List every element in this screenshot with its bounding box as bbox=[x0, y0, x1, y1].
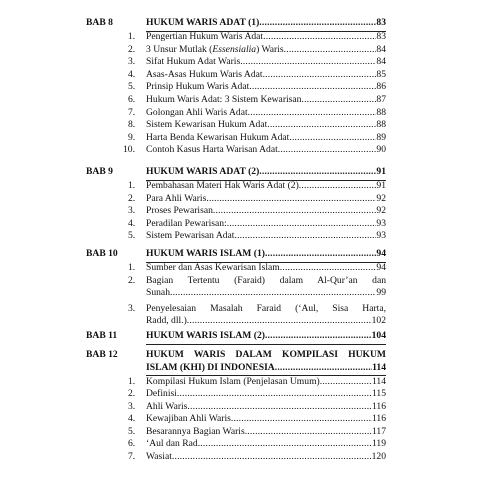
chapter-title: HUKUM WARIS ISLAM (2) bbox=[146, 330, 265, 341]
item-line-1 bbox=[146, 303, 386, 316]
item-page: 84 bbox=[376, 43, 386, 55]
list-item[interactable] bbox=[128, 303, 386, 328]
item-page: 85 bbox=[376, 68, 386, 80]
dot-leader bbox=[265, 330, 372, 343]
dot-leader bbox=[280, 262, 377, 275]
dot-leader bbox=[198, 438, 372, 451]
item-text: Bagian Tertentu (Faraid) dalam Al-Qur’an dan bbox=[146, 274, 386, 286]
item-text: Harta Benda Kewarisan Hukum Adat bbox=[146, 131, 290, 143]
dot-leader bbox=[172, 451, 372, 464]
chapter-title: HUKUM WARIS ADAT (2) bbox=[146, 166, 260, 177]
item-text: Peradilan Pewarisan: bbox=[146, 217, 227, 229]
chapter-page: 91 bbox=[376, 166, 386, 177]
chapter-title: ISLAM (KHI) DI INDONESIA bbox=[146, 361, 275, 373]
item-line-1 bbox=[146, 275, 386, 288]
chapter-underline bbox=[146, 344, 386, 345]
chapter-items bbox=[128, 376, 386, 464]
chapter-bab-9 bbox=[86, 166, 386, 242]
dot-leader bbox=[231, 413, 372, 426]
dot-leader bbox=[206, 193, 376, 206]
chapter-page: 83 bbox=[376, 17, 386, 28]
chapter-title-row[interactable] bbox=[146, 17, 386, 30]
item-text bbox=[146, 44, 284, 57]
item-text: ‘Aul dan Rad bbox=[146, 438, 198, 450]
item-page: 119 bbox=[371, 438, 386, 450]
dot-leader bbox=[320, 376, 372, 389]
dot-leader bbox=[245, 426, 372, 439]
item-page: 94 bbox=[376, 262, 386, 273]
item-number: 4. bbox=[128, 217, 136, 229]
dot-leader bbox=[284, 44, 377, 57]
chapter-bab-10 bbox=[86, 248, 386, 327]
item-page: 89 bbox=[376, 131, 386, 143]
chapter-items bbox=[128, 262, 386, 328]
item-text: Golongan Ahli Waris Adat bbox=[146, 106, 248, 118]
list-item[interactable] bbox=[128, 262, 386, 275]
chapter-title-line-1[interactable] bbox=[146, 349, 386, 362]
item-page: 99 bbox=[376, 287, 386, 299]
item-number: 7. bbox=[128, 106, 136, 118]
item-number: 4. bbox=[128, 68, 136, 80]
chapter-items bbox=[128, 180, 386, 243]
item-page: 115 bbox=[371, 388, 386, 400]
item-text: Penyelesaian Masalah Faraid (‘Aul, Sisa Harta, bbox=[146, 302, 386, 314]
dot-leader bbox=[227, 218, 377, 231]
dot-leader bbox=[187, 315, 372, 328]
item-text: Sistem Pewarisan Adat bbox=[146, 230, 235, 242]
list-item[interactable] bbox=[128, 388, 386, 401]
item-number: 2. bbox=[128, 43, 136, 55]
item-number: 1. bbox=[128, 375, 136, 387]
chapter-bab-12 bbox=[86, 349, 386, 463]
item-text: Asas-Asas Hukum Waris Adat bbox=[146, 68, 263, 80]
chapter-page: 114 bbox=[372, 361, 386, 373]
item-page: 116 bbox=[371, 413, 386, 425]
dot-leader bbox=[187, 401, 372, 414]
list-item[interactable] bbox=[128, 107, 386, 120]
item-page: 83 bbox=[376, 31, 386, 42]
chapter-title: HUKUM WARIS ADAT (1) bbox=[146, 17, 260, 28]
item-page: 87 bbox=[376, 93, 386, 105]
chapter-number: BAB 11 bbox=[86, 330, 118, 341]
item-number: 3. bbox=[128, 205, 136, 217]
list-item[interactable] bbox=[128, 132, 386, 145]
list-item[interactable] bbox=[128, 180, 386, 193]
item-number: 6. bbox=[128, 93, 136, 105]
item-page: 92 bbox=[376, 192, 386, 204]
item-number: 3. bbox=[128, 302, 136, 314]
chapter-bab-11 bbox=[86, 330, 386, 343]
item-text: Hukum Waris Adat: 3 Sistem Kewarisan bbox=[146, 93, 302, 105]
list-item[interactable] bbox=[128, 218, 386, 231]
dot-leader bbox=[234, 230, 376, 243]
item-number: 1. bbox=[128, 262, 136, 273]
dot-leader bbox=[259, 17, 376, 30]
dot-leader bbox=[170, 287, 376, 300]
item-number: 1. bbox=[128, 180, 136, 191]
list-item[interactable] bbox=[128, 275, 386, 300]
list-item[interactable] bbox=[128, 230, 386, 243]
item-page: 102 bbox=[371, 315, 386, 327]
item-text-part: ) Waris bbox=[256, 43, 284, 55]
item-text: Sumber dan Asas Kewarisan Islam bbox=[146, 262, 280, 273]
chapter-title: HUKUM WARIS ISLAM (1) bbox=[146, 248, 265, 259]
list-item[interactable] bbox=[128, 119, 386, 132]
dot-leader bbox=[249, 81, 376, 94]
chapter-number: BAB 12 bbox=[86, 349, 118, 360]
item-line-2 bbox=[146, 315, 386, 328]
dot-leader bbox=[263, 31, 376, 44]
dot-leader bbox=[240, 56, 376, 69]
dot-leader bbox=[267, 119, 376, 132]
item-page: 86 bbox=[376, 81, 386, 93]
list-item[interactable] bbox=[128, 69, 386, 82]
item-number: 5. bbox=[128, 425, 136, 437]
item-number: 7. bbox=[128, 451, 136, 463]
item-text-italic: Essensialia bbox=[212, 43, 257, 55]
dot-leader bbox=[278, 144, 377, 157]
item-text: Radd, dll.) bbox=[146, 315, 187, 327]
chapter-bab-8 bbox=[86, 17, 386, 156]
chapter-page: 94 bbox=[376, 248, 386, 259]
item-number: 2. bbox=[128, 274, 136, 286]
list-item[interactable] bbox=[128, 193, 386, 206]
item-number: 3. bbox=[128, 56, 136, 68]
chapter-page: 104 bbox=[371, 330, 386, 341]
chapter-title-row[interactable] bbox=[146, 248, 386, 261]
item-text: Pengertian Hukum Waris Adat bbox=[146, 31, 264, 42]
chapter-items bbox=[123, 31, 386, 157]
dot-leader bbox=[299, 180, 377, 193]
dot-leader bbox=[259, 166, 376, 179]
item-text: Besarannya Bagian Waris bbox=[146, 425, 245, 437]
item-page: 84 bbox=[376, 56, 386, 68]
list-item[interactable] bbox=[128, 31, 386, 44]
item-text: Para Ahli Waris bbox=[146, 192, 207, 204]
item-page: 92 bbox=[376, 205, 386, 217]
item-text: Sunah bbox=[146, 287, 170, 299]
item-number: 3. bbox=[128, 400, 136, 412]
item-text: Contoh Kasus Harta Warisan Adat bbox=[146, 144, 278, 156]
item-number: 9. bbox=[128, 131, 136, 143]
item-number: 10. bbox=[123, 144, 135, 156]
item-page: 88 bbox=[376, 106, 386, 118]
item-page: 93 bbox=[376, 217, 386, 229]
item-text: Proses Pewarisan bbox=[146, 205, 213, 217]
item-number: 4. bbox=[128, 413, 136, 425]
list-item[interactable] bbox=[128, 426, 386, 439]
item-text: Ahli Waris bbox=[146, 400, 188, 412]
item-text: Pembahasan Materi Hak Waris Adat (2) bbox=[146, 180, 299, 191]
item-number: 8. bbox=[128, 119, 136, 131]
item-page: 90 bbox=[376, 144, 386, 156]
item-text: Definisi bbox=[146, 388, 177, 400]
list-item[interactable] bbox=[128, 44, 386, 57]
item-page: 116 bbox=[371, 400, 386, 412]
dot-leader bbox=[263, 69, 377, 82]
list-item[interactable] bbox=[123, 144, 386, 157]
dot-leader bbox=[265, 248, 376, 261]
chapter-title: HUKUM WARIS DALAM KOMPILASI HUKUM bbox=[146, 349, 386, 360]
dot-leader bbox=[213, 205, 377, 218]
item-page: 93 bbox=[376, 230, 386, 242]
item-text-part: 3 Unsur Mutlak ( bbox=[146, 43, 213, 55]
item-page: 120 bbox=[371, 451, 386, 463]
chapter-title-row[interactable] bbox=[146, 330, 386, 343]
item-number: 2. bbox=[128, 192, 136, 204]
list-item[interactable] bbox=[128, 56, 386, 69]
item-text: Wasiat bbox=[146, 451, 172, 463]
item-text: Sifat Hukum Adat Waris bbox=[146, 56, 241, 68]
list-item[interactable] bbox=[128, 438, 386, 451]
item-number: 5. bbox=[128, 230, 136, 242]
chapter-number: BAB 8 bbox=[86, 17, 113, 28]
dot-leader bbox=[248, 107, 377, 120]
item-number: 1. bbox=[128, 31, 136, 42]
chapter-number: BAB 10 bbox=[86, 248, 118, 259]
item-page: 114 bbox=[371, 375, 386, 387]
item-line-2 bbox=[146, 287, 386, 300]
item-page: 88 bbox=[376, 119, 386, 131]
chapter-title-line-2[interactable] bbox=[146, 362, 386, 375]
list-item[interactable] bbox=[128, 376, 386, 389]
chapter-title-row[interactable] bbox=[146, 166, 386, 179]
dot-leader bbox=[289, 132, 376, 145]
item-number: 5. bbox=[128, 81, 136, 93]
item-text: Sistem Kewarisan Hukum Adat bbox=[146, 119, 268, 131]
list-item[interactable] bbox=[128, 81, 386, 94]
item-number: 6. bbox=[128, 438, 136, 450]
list-item[interactable] bbox=[128, 401, 386, 414]
list-item[interactable] bbox=[128, 205, 386, 218]
chapter-number: BAB 9 bbox=[86, 166, 113, 177]
item-text: Kewajiban Ahli Waris bbox=[146, 413, 231, 425]
dot-leader bbox=[275, 362, 372, 375]
list-item[interactable] bbox=[128, 413, 386, 426]
item-page: 91 bbox=[376, 180, 386, 191]
item-text: Kompilasi Hukum Islam (Penjelasan Umum) bbox=[146, 375, 320, 387]
item-page: 117 bbox=[371, 425, 386, 437]
item-number: 2. bbox=[128, 388, 136, 400]
list-item[interactable] bbox=[128, 94, 386, 107]
list-item[interactable] bbox=[128, 451, 386, 464]
item-text: Prinsip Hukum Waris Adat bbox=[146, 81, 250, 93]
dot-leader bbox=[301, 94, 376, 107]
dot-leader bbox=[177, 388, 372, 401]
